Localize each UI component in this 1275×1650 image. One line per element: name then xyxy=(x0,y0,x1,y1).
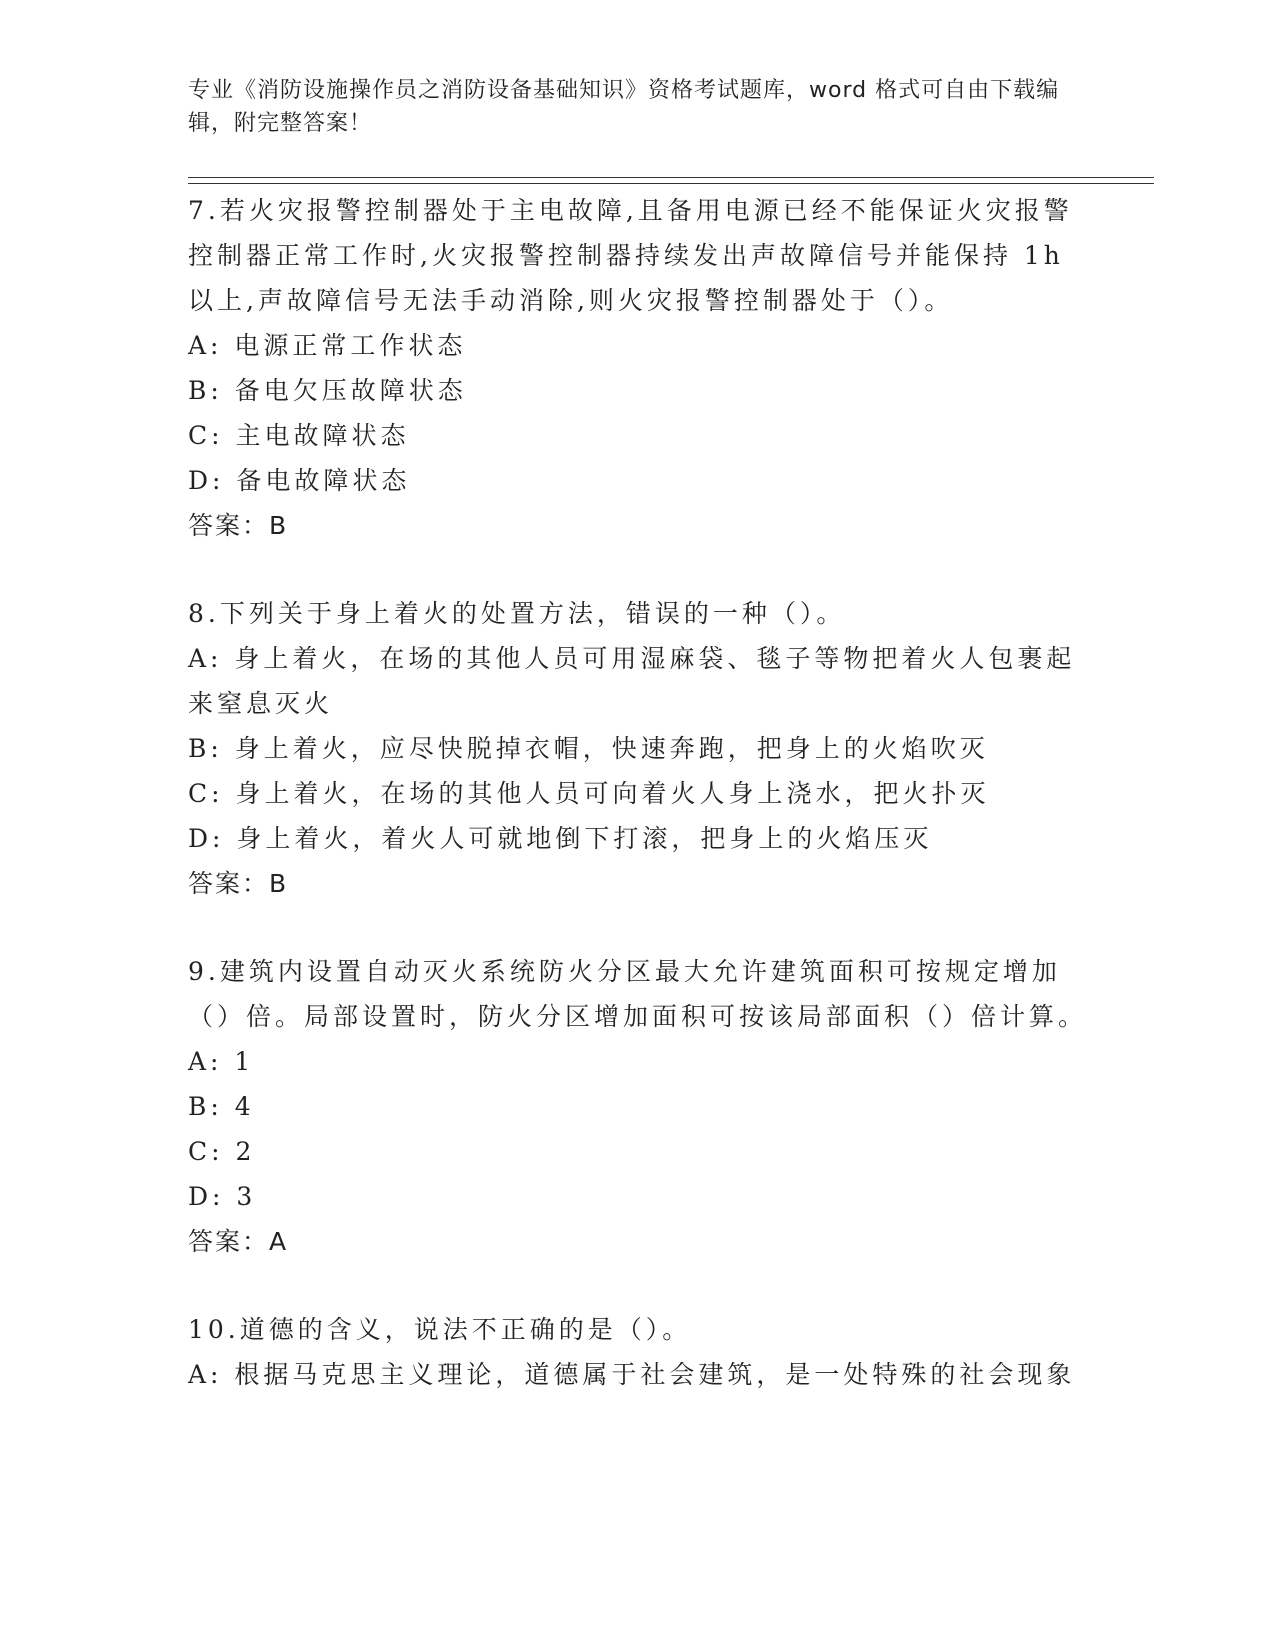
answer: 答案：B xyxy=(188,511,289,540)
option-c: C: 2 xyxy=(188,1137,256,1166)
option-d: D: 3 xyxy=(188,1182,257,1211)
question-7 xyxy=(188,188,1088,548)
question-8 xyxy=(188,591,1088,906)
question-10 xyxy=(188,1307,1088,1397)
question-list xyxy=(188,188,1088,1440)
answer: 答案：A xyxy=(188,1227,289,1256)
option-a: A: 根据马克思主义理论，道德属于社会建筑，是一处特殊的社会现象 xyxy=(188,1360,1076,1389)
option-b: B: 身上着火，应尽快脱掉衣帽，快速奔跑，把身上的火焰吹灭 xyxy=(188,734,989,763)
option-d: D: 备电故障状态 xyxy=(188,466,411,495)
option-a: A: 身上着火，在场的其他人员可用湿麻袋、毯子等物把着火人包裹起来窒息灭火 xyxy=(188,644,1076,718)
header-rule-bottom xyxy=(188,183,1154,184)
question-text: 10.道德的含义，说法不正确的是（）。 xyxy=(188,1315,692,1344)
option-d: D: 身上着火，着火人可就地倒下打滚，把身上的火焰压灭 xyxy=(188,824,933,853)
question-text: 7.若火灾报警控制器处于主电故障,且备用电源已经不能保证火灾报警控制器正常工作时,火灾报警控制器持续发出声故障信号并能保持 1h 以上,声故障信号无法手动消除,则火灾报警控制器处于（）。 xyxy=(188,196,1073,315)
question-text: 9.建筑内设置自动灭火系统防火分区最大允许建筑面积可按规定增加（）倍。局部设置时，防火分区增加面积可按该局部面积（）倍计算。 xyxy=(188,957,1088,1031)
header-rule-top xyxy=(188,177,1154,178)
question-text: 8.下列关于身上着火的处置方法，错误的一种（）。 xyxy=(188,599,846,628)
option-a: A: 1 xyxy=(188,1047,255,1076)
question-9 xyxy=(188,949,1088,1264)
answer: 答案：B xyxy=(188,869,289,898)
document-header: 专业《消防设施操作员之消防设备基础知识》资格考试题库，word 格式可自由下载编辑，附完整答案！ xyxy=(188,78,1060,136)
option-a: A: 电源正常工作状态 xyxy=(188,331,467,360)
option-c: C: 主电故障状态 xyxy=(188,421,410,450)
option-c: C: 身上着火，在场的其他人员可向着火人身上浇水，把火扑灭 xyxy=(188,779,990,808)
option-b: B: 4 xyxy=(188,1092,255,1121)
option-b: B: 备电欠压故障状态 xyxy=(188,376,467,405)
